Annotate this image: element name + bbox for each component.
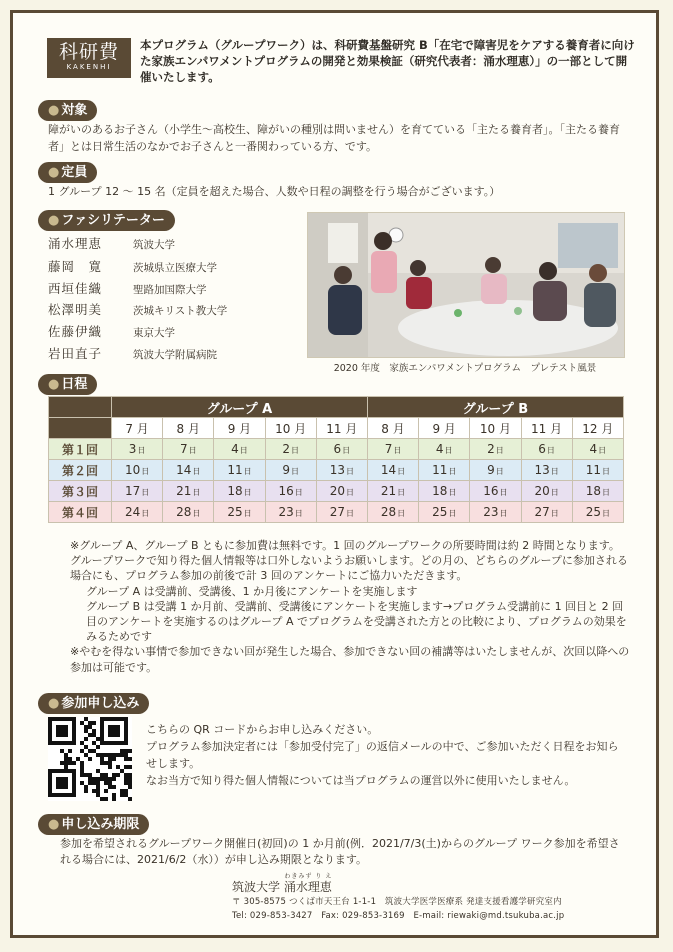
apply-text (146, 721, 626, 789)
date-cell (316, 439, 367, 460)
schedule-row (49, 439, 624, 460)
day-unit: 日 (290, 446, 299, 455)
date-value: 13 (534, 463, 550, 477)
date-value: 23 (278, 505, 294, 519)
note-2: ※やむを得ない事情で参加できない回が発生した場合、参加できない回の補講等はいたしませんが、次回以降への参加は可能です。 (70, 645, 630, 674)
day-unit: 日 (243, 467, 252, 476)
day-unit: 日 (598, 446, 607, 455)
date-value: 24 (124, 505, 141, 519)
date-value: 4 (589, 442, 598, 456)
session-label: 第４回 (49, 502, 112, 523)
date-cell (112, 502, 163, 523)
date-cell (316, 460, 367, 481)
schedule-row (49, 481, 624, 502)
month-cell: 10 月 (265, 418, 316, 439)
day-unit: 日 (546, 446, 555, 455)
date-value: 11 (585, 463, 601, 477)
day-unit: 日 (499, 509, 508, 518)
day-unit: 日 (499, 488, 508, 497)
date-cell (470, 502, 521, 523)
date-value: 23 (483, 505, 499, 519)
date-cell (316, 481, 367, 502)
facilitator-row: 佐藤伊織 東京大学 (48, 324, 175, 339)
section-capacity-heading: ● 定員 (38, 162, 97, 183)
date-value: 2 (282, 442, 290, 456)
facilitator-row: 藤岡 寛 茨城県立医療大学 (48, 259, 217, 274)
date-value: 4 (231, 442, 239, 456)
date-cell (470, 439, 521, 460)
date-value: 4 (435, 442, 444, 456)
facilitator-row: 岩田直子 筑波大学附属病院 (48, 346, 217, 361)
logo-kanji: 科研費 (58, 41, 119, 63)
date-value: 3 (128, 442, 137, 456)
group-b-header: グループ B (367, 397, 623, 418)
capacity-text: 1 グループ 12 ～ 15 名（定員を超えた場合、人数や日程の調整を行う場合がございます。） (48, 185, 501, 198)
day-unit: 日 (243, 488, 252, 497)
day-unit: 日 (601, 488, 610, 497)
day-unit: 日 (448, 467, 457, 476)
day-unit: 日 (294, 488, 303, 497)
month-cell: 9 月 (214, 418, 265, 439)
day-unit: 日 (345, 509, 354, 518)
day-unit: 日 (550, 467, 559, 476)
date-value: 21 (380, 484, 397, 498)
facilitator-row: 松澤明美 茨城キリスト教大学 (48, 302, 228, 317)
date-value: 25 (432, 505, 448, 519)
day-unit: 日 (294, 509, 303, 518)
date-value: 7 (384, 442, 393, 456)
section-facilitators-heading: ● ファシリテーター (38, 210, 175, 231)
day-unit: 日 (393, 446, 402, 455)
date-cell (265, 460, 316, 481)
date-cell (572, 502, 623, 523)
day-unit: 日 (192, 488, 201, 497)
day-unit: 日 (601, 509, 610, 518)
date-cell (163, 460, 214, 481)
date-value: 7 (179, 442, 188, 456)
day-unit: 日 (192, 509, 201, 518)
date-cell (367, 460, 418, 481)
section-target-heading: ● 対象 (38, 100, 97, 121)
date-value: 18 (227, 484, 243, 498)
qr-code[interactable] (48, 717, 132, 801)
month-cell: 12 月 (572, 418, 623, 439)
intro-text: 本プログラム（グループワーク）は、科研費基盤研究 B「在宅で障害児をケアする養育者に向けた家族エンパワメントプログラムの開発と効果検証（研究代表者：涌水理恵）」の一部として開催いたします。 (140, 38, 635, 84)
day-unit: 日 (397, 509, 406, 518)
date-value: 28 (380, 505, 397, 519)
date-value: 17 (124, 484, 141, 498)
month-cell: 7 月 (112, 418, 163, 439)
day-unit: 日 (290, 467, 299, 476)
bullet-icon: ● (48, 165, 60, 180)
date-value: 6 (538, 442, 546, 456)
month-corner (49, 418, 112, 439)
date-value: 11 (432, 463, 448, 477)
contact-name: 筑波大学 涌水理恵わきみず り え (232, 873, 332, 894)
date-cell (521, 481, 572, 502)
group-a-header: グループ A (112, 397, 368, 418)
day-unit: 日 (397, 467, 406, 476)
contact-tel-email[interactable]: Tel: 029-853-3427 Fax: 029-853-3169 E-mail: riewaki@md.tsukuba.ac.jp (232, 911, 565, 921)
contact-address: 〒 305-8575 つくば市天王台 1-1-1 筑波大学医学医療系 発達支援看護学研究室内 (232, 897, 562, 907)
day-unit: 日 (495, 446, 504, 455)
date-cell (572, 481, 623, 502)
date-value: 21 (176, 484, 192, 498)
date-value: 27 (329, 505, 345, 519)
date-cell (367, 481, 418, 502)
date-value: 9 (282, 463, 290, 477)
month-cell: 11 月 (316, 418, 367, 439)
day-unit: 日 (192, 467, 201, 476)
month-cell: 9 月 (419, 418, 470, 439)
date-value: 25 (585, 505, 601, 519)
date-value: 16 (483, 484, 499, 498)
date-cell (470, 481, 521, 502)
bullet-icon: ● (48, 696, 60, 711)
date-cell (572, 460, 623, 481)
apply-line: プログラム参加決定者には「参加受付完了」の返信メールの中で、ご参加いただく日程をお知らせします。 (146, 740, 619, 770)
day-unit: 日 (448, 509, 457, 518)
photo-caption: 2020 年度 家族エンパワメントプログラム プレテスト風景 (333, 363, 597, 374)
date-cell (112, 481, 163, 502)
section-schedule-heading: ● 日程 (38, 374, 97, 395)
date-cell (572, 439, 623, 460)
date-cell (214, 460, 265, 481)
month-cell: 8 月 (163, 418, 214, 439)
date-value: 9 (487, 463, 495, 477)
apply-line: なお当方で知り得た個人情報については当プログラムの運営以外に使用いたしません。 (146, 774, 576, 787)
schedule-row (49, 502, 624, 523)
date-value: 11 (227, 463, 243, 477)
day-unit: 日 (550, 488, 559, 497)
schedule-row (49, 460, 624, 481)
bullet-icon: ● (48, 377, 60, 392)
section-apply-heading: ● 参加申し込み (38, 693, 149, 714)
date-value: 10 (124, 463, 141, 477)
bullet-icon: ● (48, 817, 60, 832)
date-cell (112, 460, 163, 481)
contact-block (232, 873, 632, 923)
section-deadline-heading: ● 申し込み期限 (38, 814, 149, 835)
date-cell (214, 439, 265, 460)
date-cell (521, 460, 572, 481)
session-label: 第１回 (49, 439, 112, 460)
date-value: 20 (329, 484, 345, 498)
date-cell (367, 439, 418, 460)
schedule-table (48, 396, 624, 523)
date-cell (419, 502, 470, 523)
day-unit: 日 (448, 488, 457, 497)
day-unit: 日 (141, 488, 150, 497)
kakenhi-logo (47, 38, 131, 78)
date-cell (316, 502, 367, 523)
month-cell: 8 月 (367, 418, 418, 439)
date-cell (265, 481, 316, 502)
day-unit: 日 (188, 446, 197, 455)
day-unit: 日 (345, 488, 354, 497)
date-value: 14 (176, 463, 192, 477)
schedule-notes (70, 538, 630, 675)
day-unit: 日 (495, 467, 504, 476)
date-cell (419, 460, 470, 481)
date-value: 14 (380, 463, 397, 477)
day-unit: 日 (137, 446, 146, 455)
day-unit: 日 (550, 509, 559, 518)
logo-roman: KAKENHI (66, 63, 112, 71)
date-value: 2 (487, 442, 495, 456)
date-cell (163, 502, 214, 523)
day-unit: 日 (141, 509, 150, 518)
date-value: 16 (278, 484, 294, 498)
date-cell (214, 481, 265, 502)
date-cell (112, 439, 163, 460)
day-unit: 日 (342, 446, 351, 455)
date-cell (470, 460, 521, 481)
day-unit: 日 (601, 467, 610, 476)
month-cell: 10 月 (470, 418, 521, 439)
facilitator-row: 西垣佳織 聖路加国際大学 (48, 281, 207, 296)
day-unit: 日 (239, 446, 248, 455)
date-value: 13 (329, 463, 345, 477)
month-row (49, 418, 624, 439)
session-label: 第３回 (49, 481, 112, 502)
day-unit: 日 (345, 467, 354, 476)
date-value: 6 (333, 442, 342, 456)
date-cell (521, 439, 572, 460)
session-label: 第２回 (49, 460, 112, 481)
date-cell (265, 502, 316, 523)
note-1: ※グループ A、グループ B ともに参加費は無料です。1 回のグループワークの所要時間は約 2 時間となります。グループワークで知り得た個人情報等は口外しないようお願いします。どの月の、どちらのグループに参加される場合にも、プログラム参加の前後で計 3 回のアンケートにご協力いただきます。 (70, 539, 628, 583)
date-cell (163, 439, 214, 460)
date-value: 27 (534, 505, 550, 519)
day-unit: 日 (444, 446, 453, 455)
date-value: 28 (176, 505, 192, 519)
date-cell (419, 481, 470, 502)
date-value: 20 (534, 484, 550, 498)
target-text: 障がいのあるお子さん（小学生～高校生、障がいの種別は問いません）を育てている「主たる養育者」。「主たる養育者」とは日常生活のなかでお子さんと一番関わっている方、です。 (48, 123, 620, 153)
date-cell (521, 502, 572, 523)
apply-line: こちらの QR コードからお申し込みください。 (146, 723, 379, 736)
date-cell (367, 502, 418, 523)
note-group-b: グループ B は受講 1 か月前、受講前、受講後にアンケートを実施します→プログラム受講前に 1 回目と 2 回目のアンケートを実施するのはグループ A でプログラムを受講された方との比較により、プログラムの効果をみるためです (86, 599, 627, 644)
date-value: 25 (227, 505, 243, 519)
facilitator-row: 涌水理恵 筑波大学 (48, 236, 175, 251)
date-value: 18 (585, 484, 601, 498)
date-cell (265, 439, 316, 460)
date-cell (419, 439, 470, 460)
date-cell (163, 481, 214, 502)
pretest-photo (307, 212, 625, 358)
bullet-icon: ● (48, 103, 60, 118)
day-unit: 日 (243, 509, 252, 518)
date-value: 18 (432, 484, 448, 498)
day-unit: 日 (141, 467, 150, 476)
date-cell (214, 502, 265, 523)
schedule-corner (49, 397, 112, 418)
note-group-a: グループ A は受講前、受講後、1 か月後にアンケートを実施します (86, 584, 418, 598)
day-unit: 日 (397, 488, 406, 497)
bullet-icon: ● (48, 213, 60, 228)
month-cell: 11 月 (521, 418, 572, 439)
deadline-text: 参加を希望されるグループワーク開催日(初回)の 1 か月前(例．2021/7/3(土)からのグループ ワーク参加を希望される場合には、2021/6/2（水））が申し込み期限となります。 (60, 837, 620, 866)
